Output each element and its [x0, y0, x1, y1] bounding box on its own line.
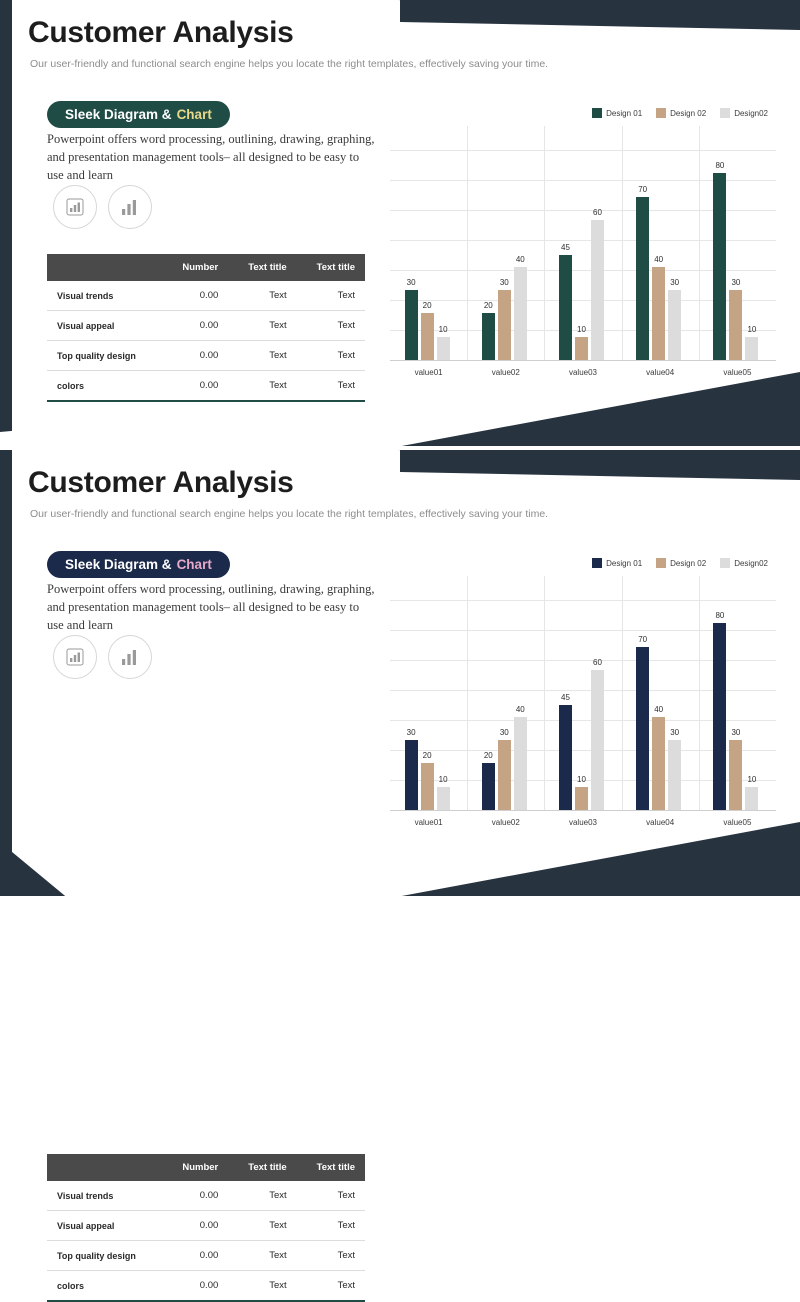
bar — [745, 775, 758, 810]
bar — [668, 278, 681, 360]
legend-item — [592, 558, 642, 568]
table-row — [47, 1181, 365, 1211]
bar-value-label: 20 — [422, 301, 432, 310]
bar — [421, 301, 434, 360]
table-cell: 0.00 — [163, 371, 228, 402]
table-cell: Text — [228, 281, 296, 311]
table-cell: Visual appeal — [47, 311, 163, 341]
table-cell: Text — [228, 311, 296, 341]
bar-value-label: 40 — [654, 705, 664, 714]
table-row — [47, 341, 365, 371]
bar-value-label: 45 — [561, 693, 570, 702]
x-axis-label: value02 — [491, 818, 520, 827]
table-row — [47, 371, 365, 402]
legend-item — [592, 108, 642, 118]
data-table — [47, 1154, 365, 1302]
x-axis-label: value03 — [568, 818, 598, 827]
table-cell: Text — [228, 1211, 296, 1241]
table-col-header — [47, 1154, 163, 1181]
section-badge-accent: Chart — [176, 107, 212, 122]
chart-plot-area — [382, 576, 782, 838]
legend-label: Design 01 — [606, 558, 643, 568]
bar-chart-icon[interactable] — [108, 635, 152, 679]
bar — [482, 301, 495, 360]
bar-value-label: 20 — [483, 301, 493, 310]
bar — [437, 325, 450, 360]
table-cell: Visual trends — [47, 1181, 163, 1211]
bar-value-label: 80 — [715, 161, 725, 170]
bar-value-label: 10 — [438, 775, 448, 784]
table-col-header: Text title — [297, 254, 365, 281]
grid-line-vertical — [622, 576, 623, 810]
table-cell: colors — [47, 371, 163, 402]
bar-value-label: 60 — [593, 208, 602, 217]
bar-value-label: 10 — [747, 325, 757, 334]
bar — [482, 751, 495, 810]
grid-line — [390, 150, 776, 151]
table-cell: Text — [228, 371, 296, 402]
table-cell: Visual trends — [47, 281, 163, 311]
table-cell: Text — [297, 1271, 365, 1302]
bar — [729, 278, 742, 360]
grid-line-vertical — [699, 126, 700, 360]
section-badge-accent: Chart — [176, 557, 212, 572]
legend-swatch — [592, 108, 602, 118]
bar — [713, 611, 726, 810]
bar — [405, 728, 418, 810]
bar-chart — [382, 558, 782, 848]
table-col-header: Text title — [228, 254, 296, 281]
grid-line-vertical — [544, 576, 545, 810]
x-axis-label: value05 — [723, 368, 752, 377]
section-badge-label: Sleek Diagram & — [65, 107, 172, 122]
table-row — [47, 1211, 365, 1241]
bar — [498, 728, 511, 810]
legend-swatch — [592, 558, 602, 568]
x-axis-label: value02 — [491, 368, 520, 377]
grid-line-vertical — [622, 126, 623, 360]
bar-group — [482, 705, 527, 810]
section-badge-label: Sleek Diagram & — [65, 557, 172, 572]
bar — [514, 255, 527, 360]
bar-chart — [382, 108, 782, 398]
bar-value-label: 30 — [670, 278, 680, 287]
table-row — [47, 1271, 365, 1302]
bar-value-label: 40 — [515, 705, 525, 714]
bar-chart-icon[interactable] — [53, 185, 97, 229]
bar-group — [636, 635, 681, 810]
bar — [636, 635, 649, 810]
x-axis-label: value04 — [646, 818, 675, 827]
bar-group — [405, 278, 450, 360]
bar-value-label: 30 — [499, 278, 509, 287]
bar-value-label: 20 — [483, 751, 493, 760]
table-cell: 0.00 — [163, 341, 228, 371]
bar-value-label: 30 — [406, 728, 416, 737]
bar-value-label: 70 — [638, 185, 648, 194]
bar — [514, 705, 527, 810]
table-col-header: Text title — [297, 1154, 365, 1181]
bar — [559, 243, 572, 360]
axis-baseline — [390, 810, 776, 811]
bar-value-label: 10 — [747, 775, 757, 784]
bar-value-label: 60 — [593, 658, 602, 667]
bar — [437, 775, 450, 810]
table-header-row — [47, 254, 365, 281]
table-cell: Top quality design — [47, 341, 163, 371]
legend-label: Design 02 — [670, 108, 707, 118]
page-subtitle: Our user-friendly and functional search engine helps you locate the right templates, effectively saving your time. — [30, 58, 549, 70]
table-cell: Text — [228, 341, 296, 371]
bar-group — [559, 208, 604, 360]
table-cell: Text — [228, 1241, 296, 1271]
bar-value-label: 30 — [670, 728, 680, 737]
bar — [636, 185, 649, 360]
bar — [421, 751, 434, 810]
chart-legend — [592, 108, 768, 118]
x-axis-label: value03 — [568, 368, 598, 377]
bar-value-label: 30 — [499, 728, 509, 737]
grid-line-vertical — [467, 126, 468, 360]
bar-value-label: 40 — [515, 255, 525, 264]
bar-chart-icon[interactable] — [53, 635, 97, 679]
bar-value-label: 45 — [561, 243, 570, 252]
table-cell: 0.00 — [163, 1181, 228, 1211]
bar — [405, 278, 418, 360]
bar — [591, 658, 604, 810]
grid-line-vertical — [699, 576, 700, 810]
slide-customer-analysis-2 — [0, 450, 800, 1291]
table-row — [47, 311, 365, 341]
legend-swatch — [656, 108, 666, 118]
table-cell: Text — [297, 311, 365, 341]
chart-legend — [592, 558, 768, 568]
bar-value-label: 10 — [577, 325, 586, 334]
table-cell: Text — [297, 281, 365, 311]
data-table — [47, 254, 365, 402]
bar-group — [713, 161, 758, 360]
table-col-header: Number — [163, 254, 228, 281]
table-cell: 0.00 — [163, 1241, 228, 1271]
legend-swatch — [720, 558, 730, 568]
table-row — [47, 1241, 365, 1271]
bar-group — [636, 185, 681, 360]
table-cell: Text — [228, 1181, 296, 1211]
bar-group — [559, 658, 604, 810]
body-copy: Powerpoint offers word processing, outlining, drawing, graphing, and presentation management tools– all designed to be easy to use and learn — [47, 582, 375, 632]
table-cell: Visual appeal — [47, 1211, 163, 1241]
bar — [498, 278, 511, 360]
legend-item — [720, 108, 768, 118]
table-row — [47, 281, 365, 311]
bar — [559, 693, 572, 810]
page-title: Customer Analysis — [28, 466, 294, 499]
x-axis-label: value01 — [414, 368, 443, 377]
table-cell: 0.00 — [163, 1211, 228, 1241]
bar-value-label: 40 — [654, 255, 664, 264]
bar-group — [713, 611, 758, 810]
bar-value-label: 30 — [406, 278, 416, 287]
bar-group — [405, 728, 450, 810]
bar-value-label: 70 — [638, 635, 648, 644]
bar-value-label: 10 — [438, 325, 448, 334]
table-cell: Text — [297, 371, 365, 402]
table-cell: Text — [297, 1241, 365, 1271]
bar — [591, 208, 604, 360]
grid-line-vertical — [544, 126, 545, 360]
bar — [575, 775, 588, 810]
bar — [652, 255, 665, 360]
grid-line-vertical — [467, 576, 468, 810]
table-col-header: Text title — [228, 1154, 296, 1181]
table-cell: colors — [47, 1271, 163, 1302]
slide-customer-analysis-1 — [0, 0, 800, 450]
bar-value-label: 30 — [731, 278, 741, 287]
axis-baseline — [390, 360, 776, 361]
bar-value-label: 80 — [715, 611, 725, 620]
table-col-header — [47, 254, 163, 281]
table-cell: Text — [297, 1211, 365, 1241]
bar — [713, 161, 726, 360]
table-cell: 0.00 — [163, 311, 228, 341]
legend-swatch — [656, 558, 666, 568]
chart-plot-area — [382, 126, 782, 388]
x-axis-label: value04 — [646, 368, 675, 377]
section-badge — [47, 551, 230, 578]
x-axis-label: value05 — [723, 818, 752, 827]
bar-group — [482, 255, 527, 360]
bar — [575, 325, 588, 360]
bar-value-label: 30 — [731, 728, 741, 737]
legend-label: Design 01 — [606, 108, 643, 118]
table-cell: Text — [297, 341, 365, 371]
legend-label: Design02 — [734, 108, 768, 118]
legend-label: Design 02 — [670, 558, 707, 568]
bar — [729, 728, 742, 810]
table-cell: Text — [297, 1181, 365, 1211]
bar-value-label: 20 — [422, 751, 432, 760]
page-subtitle: Our user-friendly and functional search engine helps you locate the right templates, effectively saving your time. — [30, 508, 549, 520]
bar — [745, 325, 758, 360]
table-cell: 0.00 — [163, 281, 228, 311]
table-cell: Text — [228, 1271, 296, 1302]
page-title: Customer Analysis — [28, 16, 294, 49]
legend-label: Design02 — [734, 558, 768, 568]
bar-value-label: 10 — [577, 775, 586, 784]
legend-item — [656, 108, 706, 118]
legend-item — [656, 558, 706, 568]
bar — [652, 705, 665, 810]
x-axis-label: value01 — [414, 818, 443, 827]
table-cell: Top quality design — [47, 1241, 163, 1271]
legend-swatch — [720, 108, 730, 118]
section-badge — [47, 101, 230, 128]
table-header-row — [47, 1154, 365, 1181]
body-copy: Powerpoint offers word processing, outlining, drawing, graphing, and presentation management tools– all designed to be easy to use and learn — [47, 132, 375, 182]
table-cell: 0.00 — [163, 1271, 228, 1302]
legend-item — [720, 558, 768, 568]
bar — [668, 728, 681, 810]
table-col-header: Number — [163, 1154, 228, 1181]
grid-line — [390, 600, 776, 601]
bar-chart-icon[interactable] — [108, 185, 152, 229]
